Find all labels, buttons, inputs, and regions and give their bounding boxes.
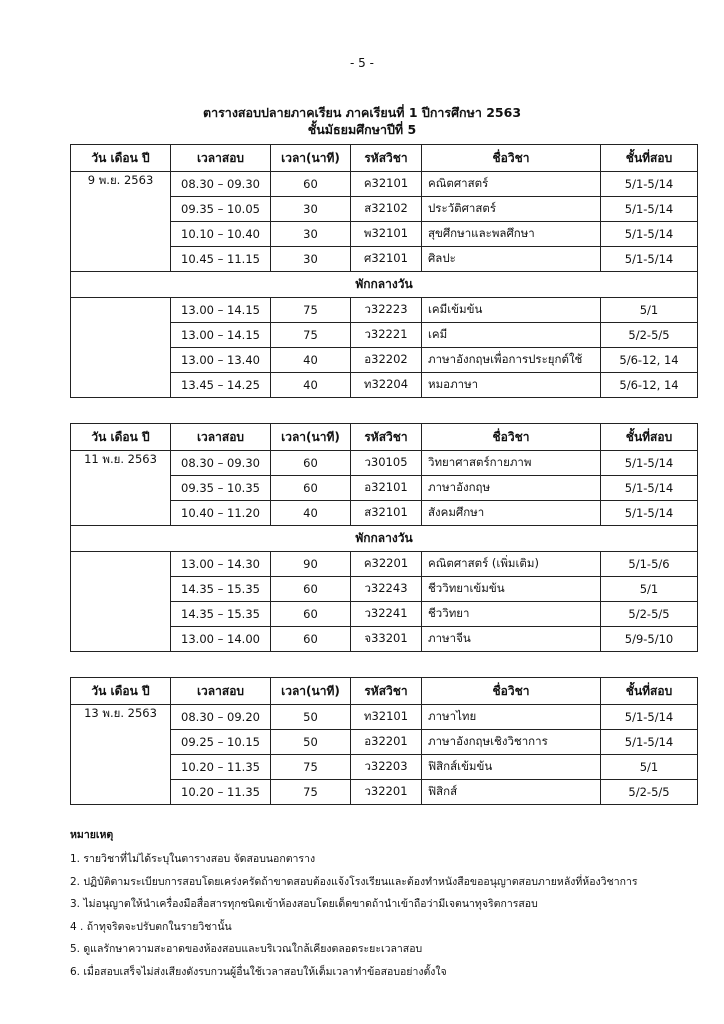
table-row — [71, 501, 698, 526]
header-subject-code: รหัสวิชา — [351, 145, 422, 172]
exam-date-cell — [71, 197, 171, 222]
exam-class: 5/1-5/14 — [601, 705, 698, 730]
header-date: วัน เดือน ปี — [71, 145, 171, 172]
subject-code: ว32203 — [351, 755, 422, 780]
subject-name: ศิลปะ — [422, 247, 601, 272]
exam-class: 5/1 — [601, 755, 698, 780]
exam-time: 09.25 – 10.15 — [171, 730, 271, 755]
lunch-break-row — [71, 272, 698, 298]
table-row — [71, 298, 698, 323]
table-row — [71, 373, 698, 398]
header-exam-time: เวลาสอบ — [171, 424, 271, 451]
subject-name: ฟิสิกส์ — [422, 780, 601, 805]
exam-class: 5/2-5/5 — [601, 602, 698, 627]
note-item: 2. ปฏิบัติตามระเบียบการสอบโดยเคร่งครัดถ้าขาดสอบต้องแจ้งโรงเรียนและต้องทำหนังสือขออนุญาตสอบภายหลังที่ห้องวิชาการ — [70, 875, 638, 888]
exam-time: 10.40 – 11.20 — [171, 501, 271, 526]
header-class: ชั้นที่สอบ — [601, 145, 698, 172]
note-item: 1. รายวิชาที่ไม่ได้ระบุในตารางสอบ จัดสอบนอกตาราง — [70, 853, 316, 865]
subject-code: พ32101 — [351, 222, 422, 247]
exam-table-day-2 — [70, 423, 698, 652]
subject-name: ภาษาไทย — [422, 705, 601, 730]
exam-duration: 75 — [271, 323, 351, 348]
exam-duration: 75 — [271, 755, 351, 780]
exam-date-cell — [71, 373, 171, 398]
exam-class: 5/2-5/5 — [601, 780, 698, 805]
table-row — [71, 348, 698, 373]
header-subject-name: ชื่อวิชา — [422, 145, 601, 172]
exam-date-cell — [71, 780, 171, 805]
table-row — [71, 755, 698, 780]
exam-duration: 60 — [271, 451, 351, 476]
header-exam-time: เวลาสอบ — [171, 678, 271, 705]
exam-date-cell — [71, 755, 171, 780]
subject-code: ค32201 — [351, 552, 422, 577]
exam-time: 13.00 – 14.15 — [171, 323, 271, 348]
subject-code: จ33201 — [351, 627, 422, 652]
notes-list — [70, 851, 710, 987]
exam-class: 5/1 — [601, 298, 698, 323]
exam-date-cell — [71, 348, 171, 373]
header-date: วัน เดือน ปี — [71, 424, 171, 451]
lunch-break-row — [71, 526, 698, 552]
subject-code: ศ32101 — [351, 247, 422, 272]
exam-duration: 40 — [271, 373, 351, 398]
exam-class: 5/1-5/14 — [601, 501, 698, 526]
subject-name: คณิตศาสตร์ (เพิ่มเติม) — [422, 552, 601, 577]
subject-name: เคมี — [422, 323, 601, 348]
exam-duration: 60 — [271, 602, 351, 627]
subject-code: ค32101 — [351, 172, 422, 197]
header-class: ชั้นที่สอบ — [601, 678, 698, 705]
subject-name: คณิตศาสตร์ — [422, 172, 601, 197]
table-row — [71, 602, 698, 627]
exam-table-day-1 — [70, 144, 698, 398]
subject-code: อ32202 — [351, 348, 422, 373]
exam-time: 13.00 – 13.40 — [171, 348, 271, 373]
subject-name: สังคมศึกษา — [422, 501, 601, 526]
notes-title: หมายเหตุ — [70, 829, 114, 841]
exam-duration: 60 — [271, 577, 351, 602]
subject-name: ชีววิทยาเข้มข้น — [422, 577, 601, 602]
page-number: - 5 - — [350, 56, 374, 70]
table-header-row — [71, 424, 698, 451]
note-item: 4 . ถ้าทุจริตจะปรับตกในรายวิชานั้น — [70, 920, 232, 933]
table-row — [71, 172, 698, 197]
exam-date-cell — [71, 627, 171, 652]
subject-code: อ32201 — [351, 730, 422, 755]
exam-duration: 60 — [271, 476, 351, 501]
subject-code: ว32201 — [351, 780, 422, 805]
exam-time: 10.10 – 10.40 — [171, 222, 271, 247]
table-row — [71, 323, 698, 348]
exam-date-cell: 11 พ.ย. 2563 — [71, 451, 171, 476]
exam-time: 14.35 – 15.35 — [171, 602, 271, 627]
header-duration: เวลา(นาที) — [271, 678, 351, 705]
exam-time: 10.45 – 11.15 — [171, 247, 271, 272]
exam-class: 5/1-5/14 — [601, 197, 698, 222]
subject-name: ภาษาจีน — [422, 627, 601, 652]
exam-class: 5/1-5/14 — [601, 451, 698, 476]
title-line-2: ชั้นมัธยมศึกษาปีที่ 5 — [307, 122, 417, 137]
exam-duration: 30 — [271, 247, 351, 272]
exam-time: 09.35 – 10.05 — [171, 197, 271, 222]
document-title — [0, 104, 724, 138]
header-duration: เวลา(นาที) — [271, 145, 351, 172]
exam-time: 14.35 – 15.35 — [171, 577, 271, 602]
exam-duration: 50 — [271, 705, 351, 730]
exam-class: 5/1 — [601, 577, 698, 602]
subject-code: ส32101 — [351, 501, 422, 526]
exam-time: 13.00 – 14.15 — [171, 298, 271, 323]
note-item: 5. ดูแลรักษาความสะอาดของห้องสอบและบริเวณใกล้เคียงตลอดระยะเวลาสอบ — [70, 943, 423, 956]
subject-code: อ32101 — [351, 476, 422, 501]
exam-date-cell — [71, 730, 171, 755]
exam-class: 5/1-5/14 — [601, 730, 698, 755]
exam-class: 5/1-5/14 — [601, 222, 698, 247]
subject-code: ว32223 — [351, 298, 422, 323]
exam-date-cell: 13 พ.ย. 2563 — [71, 705, 171, 730]
exam-class: 5/1-5/14 — [601, 476, 698, 501]
note-item: 6. เมื่อสอบเสร็จไม่ส่งเสียงดังรบกวนผู้อื่นใช้เวลาสอบให้เต็มเวลาทำข้อสอบอย่างตั้งใจ — [70, 965, 447, 978]
exam-class: 5/9-5/10 — [601, 627, 698, 652]
exam-duration: 40 — [271, 348, 351, 373]
table-row — [71, 247, 698, 272]
exam-time: 08.30 – 09.30 — [171, 451, 271, 476]
lunch-break-label: พักกลางวัน — [71, 272, 698, 298]
header-subject-code: รหัสวิชา — [351, 424, 422, 451]
subject-code: ว30105 — [351, 451, 422, 476]
exam-date-cell — [71, 222, 171, 247]
exam-duration: 60 — [271, 627, 351, 652]
exam-class: 5/1-5/14 — [601, 172, 698, 197]
exam-time: 13.45 – 14.25 — [171, 373, 271, 398]
table-row — [71, 451, 698, 476]
header-class: ชั้นที่สอบ — [601, 424, 698, 451]
exam-date-cell — [71, 501, 171, 526]
exam-duration: 40 — [271, 501, 351, 526]
exam-time: 10.20 – 11.35 — [171, 755, 271, 780]
table-row — [71, 197, 698, 222]
notes-section — [70, 826, 710, 987]
exam-duration: 75 — [271, 780, 351, 805]
exam-class: 5/2-5/5 — [601, 323, 698, 348]
exam-time: 08.30 – 09.20 — [171, 705, 271, 730]
table-header-row — [71, 145, 698, 172]
exam-class: 5/1-5/14 — [601, 247, 698, 272]
title-line-1: ตารางสอบปลายภาคเรียน ภาคเรียนที่ 1 ปีการศึกษา 2563 — [202, 105, 522, 120]
exam-class: 5/1-5/6 — [601, 552, 698, 577]
subject-code: ว32241 — [351, 602, 422, 627]
subject-name: ภาษาอังกฤษ — [422, 476, 601, 501]
exam-time: 10.20 – 11.35 — [171, 780, 271, 805]
exam-date-cell — [71, 552, 171, 577]
subject-code: ว32243 — [351, 577, 422, 602]
subject-name: ฟิสิกส์เข้มข้น — [422, 755, 601, 780]
table-row — [71, 780, 698, 805]
exam-time: 13.00 – 14.00 — [171, 627, 271, 652]
subject-name: ภาษาอังกฤษเชิงวิชาการ — [422, 730, 601, 755]
subject-name: ชีววิทยา — [422, 602, 601, 627]
header-subject-name: ชื่อวิชา — [422, 678, 601, 705]
note-item: 3. ไม่อนุญาตให้นำเครื่องมือสื่อสารทุกชนิดเข้าห้องสอบโดยเด็ดขาดถ้านำเข้าถือว่ามีเจตนาทุจริตการสอบ — [70, 898, 538, 911]
exam-date-cell — [71, 323, 171, 348]
exam-duration: 90 — [271, 552, 351, 577]
subject-name: ภาษาอังกฤษเพื่อการประยุกต์ใช้ — [422, 348, 601, 373]
exam-duration: 30 — [271, 197, 351, 222]
table-header-row — [71, 678, 698, 705]
subject-name: ประวัติศาสตร์ — [422, 197, 601, 222]
exam-class: 5/6-12, 14 — [601, 348, 698, 373]
exam-date-cell — [71, 577, 171, 602]
exam-duration: 50 — [271, 730, 351, 755]
exam-table-day-3 — [70, 677, 698, 805]
subject-name: หมอภาษา — [422, 373, 601, 398]
exam-date-cell — [71, 247, 171, 272]
table-row — [71, 222, 698, 247]
exam-date-cell — [71, 602, 171, 627]
exam-duration: 30 — [271, 222, 351, 247]
exam-time: 08.30 – 09.30 — [171, 172, 271, 197]
table-row — [71, 552, 698, 577]
lunch-break-label: พักกลางวัน — [71, 526, 698, 552]
table-row — [71, 577, 698, 602]
table-row — [71, 705, 698, 730]
subject-code: ส32102 — [351, 197, 422, 222]
table-row — [71, 730, 698, 755]
exam-duration: 75 — [271, 298, 351, 323]
subject-name: สุขศึกษาและพลศึกษา — [422, 222, 601, 247]
header-subject-code: รหัสวิชา — [351, 678, 422, 705]
subject-code: ท32204 — [351, 373, 422, 398]
header-exam-time: เวลาสอบ — [171, 145, 271, 172]
exam-date-cell — [71, 298, 171, 323]
exam-date-cell — [71, 476, 171, 501]
exam-duration: 60 — [271, 172, 351, 197]
header-duration: เวลา(นาที) — [271, 424, 351, 451]
table-row — [71, 476, 698, 501]
exam-time: 13.00 – 14.30 — [171, 552, 271, 577]
subject-code: ว32221 — [351, 323, 422, 348]
exam-class: 5/6-12, 14 — [601, 373, 698, 398]
exam-date-cell: 9 พ.ย. 2563 — [71, 172, 171, 197]
header-date: วัน เดือน ปี — [71, 678, 171, 705]
header-subject-name: ชื่อวิชา — [422, 424, 601, 451]
table-row — [71, 627, 698, 652]
subject-name: วิทยาศาสตร์กายภาพ — [422, 451, 601, 476]
subject-code: ท32101 — [351, 705, 422, 730]
exam-time: 09.35 – 10.35 — [171, 476, 271, 501]
subject-name: เคมีเข้มข้น — [422, 298, 601, 323]
